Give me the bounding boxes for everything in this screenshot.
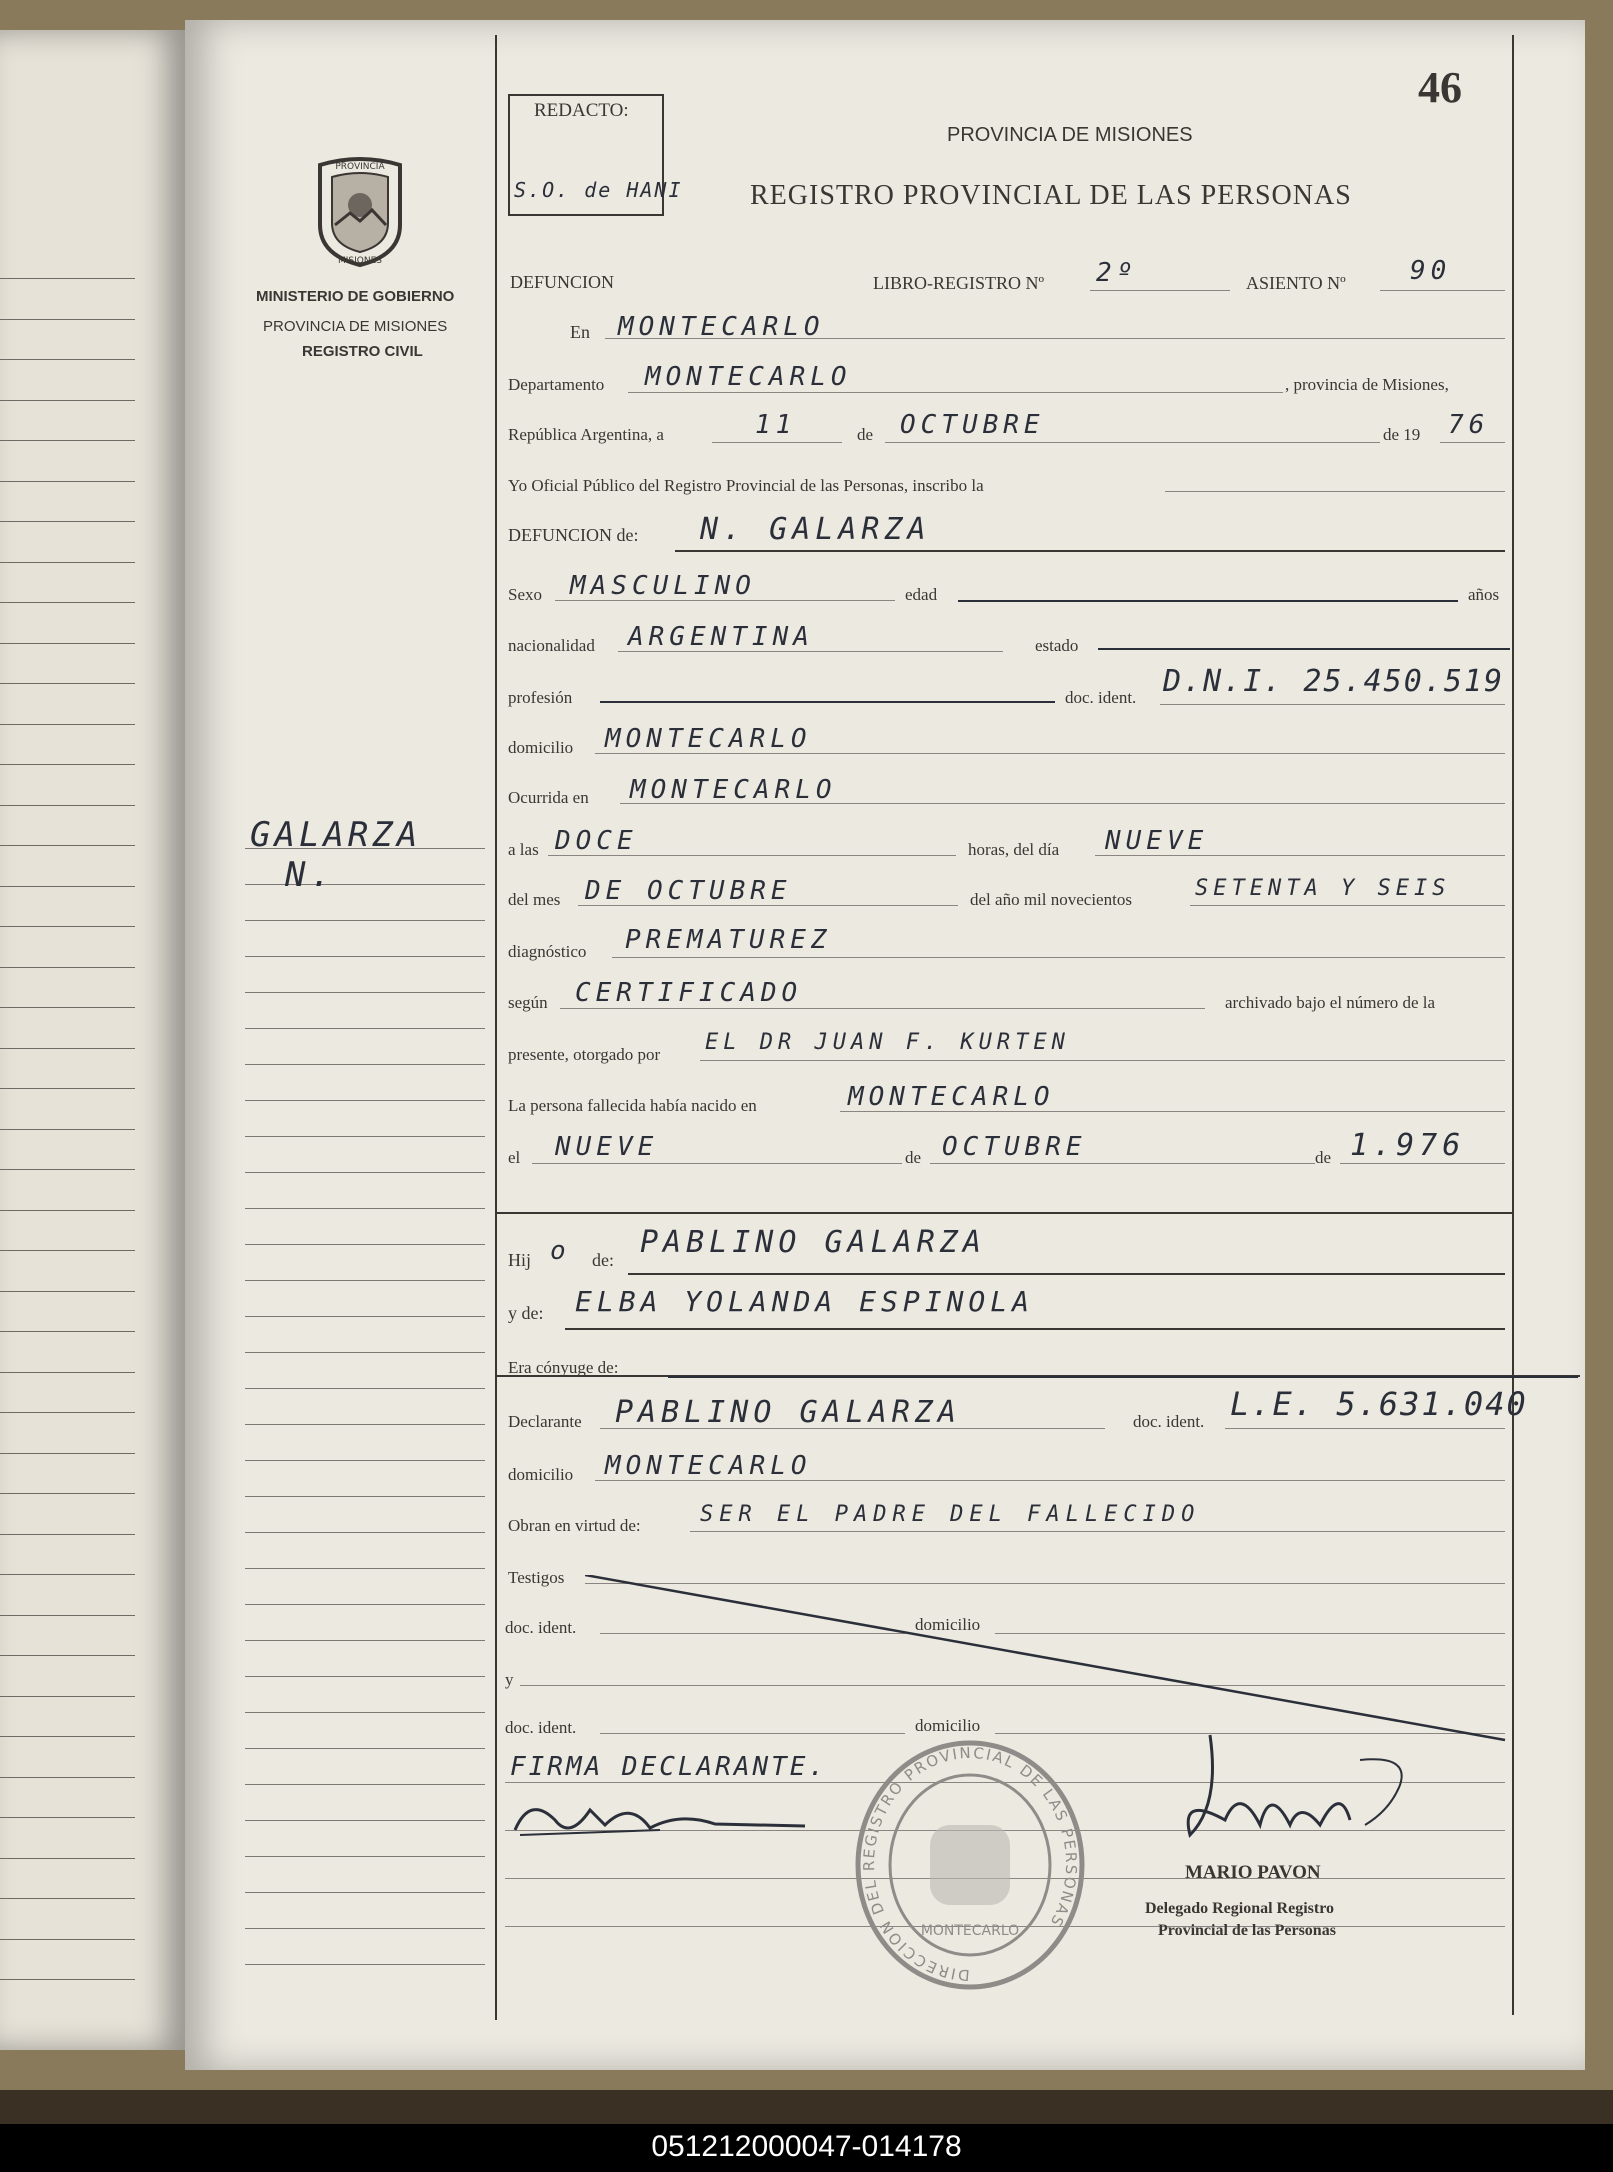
margin-ledger-line: [245, 1604, 485, 1605]
sexo-value: MASCULINO: [570, 571, 756, 601]
domicilio-value: MONTECARLO: [605, 724, 812, 754]
departamento-label: Departamento: [508, 375, 605, 394]
ledger-line: [0, 643, 135, 644]
a-las-value: DOCE: [555, 826, 638, 856]
en-label: En: [570, 322, 590, 342]
en-value: MONTECARLO: [618, 312, 825, 342]
margin-ledger-line: [245, 1064, 485, 1065]
ledger-line: [0, 683, 135, 684]
svg-text:DIRECCION DEL REGISTRO PROVINC: DIRECCION DEL REGISTRO PROVINCIAL DE LAS PERSONAS: [860, 1743, 1081, 1985]
obran-value: SER EL PADRE DEL FALLECIDO: [700, 1502, 1201, 1527]
obran-label: Obran en virtud de:: [508, 1516, 641, 1535]
ocurrida-label: Ocurrida en: [508, 788, 589, 807]
ledger-line: [0, 1534, 135, 1535]
header-registry: REGISTRO PROVINCIAL DE LAS PERSONAS: [750, 180, 1352, 211]
ledger-line: [0, 1129, 135, 1130]
ledger-line: [0, 400, 135, 401]
estado-label: estado: [1035, 636, 1079, 655]
dia-value: NUEVE: [1105, 826, 1209, 856]
hijo-de-label: de:: [592, 1250, 614, 1270]
ledger-line: [0, 764, 135, 765]
margin-ledger-line: [245, 1496, 485, 1497]
presente-value: EL DR JUAN F. KURTEN: [705, 1030, 1070, 1055]
ledger-line: [0, 1007, 135, 1008]
nacido-label: La persona fallecida había nacido en: [508, 1096, 757, 1115]
declarante-label: Declarante: [508, 1412, 582, 1431]
nacionalidad-value: ARGENTINA: [628, 622, 814, 652]
anio-label: del año mil novecientos: [970, 890, 1132, 909]
nac-month-value: OCTUBRE: [942, 1132, 1087, 1162]
testigo1-doc-label: doc. ident.: [505, 1618, 577, 1637]
margin-ledger-line: [245, 1424, 485, 1425]
departamento-value: MONTECARLO: [645, 362, 852, 392]
margin-ledger-line: [245, 1532, 485, 1533]
ledger-line: [0, 1412, 135, 1413]
ledger-line: [0, 1939, 135, 1940]
yde-label: y de:: [508, 1303, 544, 1323]
mother-name: ELBA YOLANDA ESPINOLA: [575, 1285, 1035, 1318]
ledger-line: [0, 1210, 135, 1211]
header-province: PROVINCIA DE MISIONES: [947, 124, 1193, 146]
ledger-line: [0, 1574, 135, 1575]
ledger-line: [0, 1777, 135, 1778]
ledger-line: [0, 805, 135, 806]
libro-value: 2º: [1096, 258, 1138, 288]
libro-label: LIBRO-REGISTRO Nº: [873, 273, 1045, 293]
ocurrida-value: MONTECARLO: [630, 775, 837, 805]
ledger-line: [0, 359, 135, 360]
ledger-line: [0, 1169, 135, 1170]
margin-ledger-line: [245, 992, 485, 993]
de2-label: de: [905, 1148, 922, 1167]
nac-year-value: 1.976: [1350, 1128, 1466, 1163]
profesion-label: profesión: [508, 688, 573, 707]
ledger-line: [0, 1979, 135, 1980]
margin-ledger-line: [245, 1676, 485, 1677]
horas-label: horas, del día: [968, 840, 1060, 859]
ledger-line: [0, 1615, 135, 1616]
del-mes-label: del mes: [508, 890, 561, 909]
ledger-line: [0, 967, 135, 968]
ledger-line: [0, 1493, 135, 1494]
ledger-line: [0, 440, 135, 441]
margin-note-surname: GALARZA: [250, 815, 422, 855]
day-value: 11: [755, 410, 797, 440]
svg-text:MISIONES: MISIONES: [337, 256, 383, 266]
redacto-label: REDACTO:: [534, 100, 629, 121]
margin-ledger-line: [245, 956, 485, 957]
left-page: [0, 30, 185, 2050]
el-value: NUEVE: [555, 1132, 659, 1162]
nacionalidad-label: nacionalidad: [508, 636, 595, 655]
svg-text:PROVINCIA: PROVINCIA: [335, 162, 385, 172]
margin-ledger-line: [245, 1748, 485, 1749]
margin-ledger-line: [245, 884, 485, 885]
image-serial: 051212000047-014178: [651, 2130, 962, 2163]
domicilio-label: domicilio: [508, 738, 574, 757]
provincia-label: , provincia de Misiones,: [1285, 375, 1449, 394]
margin-ledger-line: [245, 1784, 485, 1785]
ledger-line: [0, 1858, 135, 1859]
coat-of-arms-icon: [310, 155, 410, 270]
margin-divider: [495, 35, 497, 2020]
page-number: 46: [1418, 63, 1462, 112]
republica-label: República Argentina, a: [508, 425, 664, 444]
testigo2-doc-label: doc. ident.: [505, 1718, 577, 1737]
ledger-line: [0, 602, 135, 603]
year-value: 76: [1448, 410, 1490, 440]
margin-ledger-line: [245, 1208, 485, 1209]
ledger-line: [0, 926, 135, 927]
domicilio2-label: domicilio: [508, 1465, 574, 1484]
record-type-label: DEFUNCION: [510, 272, 615, 292]
ledger-line: [0, 278, 135, 279]
ledger-line: [0, 724, 135, 725]
margin-ledger-line: [245, 1316, 485, 1317]
asiento-value: 90: [1410, 256, 1452, 286]
ledger-line: [0, 1898, 135, 1899]
de19-label: de 19: [1383, 425, 1421, 444]
testigos-cancel-line: [585, 1575, 1510, 1745]
ledger-line: [0, 1655, 135, 1656]
margin-ledger-line: [245, 1460, 485, 1461]
anos-label: años: [1468, 585, 1500, 604]
defuncion-de-label: DEFUNCION de:: [508, 525, 639, 545]
ledger-line: [0, 1291, 135, 1292]
edad-label: edad: [905, 585, 938, 604]
diagnostico-label: diagnóstico: [508, 942, 587, 961]
official-title-1: Delegado Regional Registro: [1145, 1900, 1335, 1917]
seal-province: PROVINCIA DE MISIONES: [263, 318, 448, 335]
doc-ident-label: doc. ident.: [1065, 688, 1137, 707]
a-las-label: a las: [508, 840, 539, 859]
anio-value: SETENTA Y SEIS: [1195, 876, 1451, 901]
testigos-label: Testigos: [508, 1568, 565, 1587]
margin-ledger-line: [245, 920, 485, 921]
ledger-line: [0, 1696, 135, 1697]
ledger-line: [0, 521, 135, 522]
declarante-doc-value: L.E. 5.631.040: [1230, 1385, 1528, 1423]
redacto-box: [508, 94, 683, 216]
margin-ledger-line: [245, 1712, 485, 1713]
el-label: el: [508, 1148, 521, 1167]
hijo-suffix: o: [550, 1236, 571, 1266]
defuncion-de-value: N. GALARZA: [700, 512, 931, 547]
hijo-label: Hij: [508, 1250, 532, 1270]
domicilio2-value: MONTECARLO: [605, 1451, 812, 1481]
margin-note-initial: N.: [285, 855, 336, 895]
ledger-line: [0, 1250, 135, 1251]
ledger-line: [0, 1088, 135, 1089]
official-title-2: Provincial de las Personas: [1158, 1922, 1336, 1939]
archivado-label: archivado bajo el número de la: [1225, 993, 1436, 1012]
margin-ledger-line: [245, 1280, 485, 1281]
ledger-line: [0, 1817, 135, 1818]
testigo2-domicilio-label: domicilio: [915, 1716, 981, 1735]
ledger-line: [0, 319, 135, 320]
margin-ledger-line: [245, 1172, 485, 1173]
de3-label: de: [1315, 1148, 1332, 1167]
svg-text:MONTECARLO: MONTECARLO: [920, 1923, 1020, 1939]
declarante-value: PABLINO GALARZA: [615, 1395, 961, 1430]
month-value: OCTUBRE: [900, 410, 1045, 440]
declarant-signature: [510, 1790, 810, 1850]
margin-ledger-line: [245, 1352, 485, 1353]
ledger-line: [0, 481, 135, 482]
doc-ident-value: D.N.I. 25.450.519: [1163, 664, 1505, 699]
nacido-value: MONTECARLO: [848, 1082, 1055, 1112]
official-name: MARIO PAVON: [1185, 1862, 1321, 1883]
father-name: PABLINO GALARZA: [640, 1225, 986, 1260]
ledger-line: [0, 1331, 135, 1332]
seal-ministry: MINISTERIO DE GOBIERNO: [256, 288, 455, 305]
segun-value: CERTIFICADO: [575, 978, 803, 1008]
seal-civil: REGISTRO CIVIL: [302, 343, 423, 360]
margin-ledger-line: [245, 1928, 485, 1929]
asiento-label: ASIENTO Nº: [1246, 273, 1346, 293]
margin-ledger-line: [245, 1964, 485, 1965]
margin-ledger-line: [245, 1640, 485, 1641]
segun-label: según: [508, 993, 548, 1012]
margin-ledger-line: [245, 1136, 485, 1137]
sexo-label: Sexo: [508, 585, 542, 604]
ledger-line: [0, 845, 135, 846]
margin-ledger-line: [245, 1892, 485, 1893]
conyuge-label: Era cónyuge de:: [508, 1358, 619, 1377]
declarante-doc-label: doc. ident.: [1133, 1412, 1205, 1431]
margin-ledger-line: [245, 1388, 485, 1389]
margin-ledger-line: [245, 1568, 485, 1569]
right-border: [1512, 35, 1514, 2015]
margin-ledger-line: [245, 1028, 485, 1029]
official-signature: [1150, 1725, 1430, 1865]
margin-ledger-line: [245, 1244, 485, 1245]
ledger-line: [0, 886, 135, 887]
ledger-line: [0, 562, 135, 563]
ledger-line: [0, 1048, 135, 1049]
ledger-line: [0, 1736, 135, 1737]
margin-ledger-line: [245, 1856, 485, 1857]
mes-value: DE OCTUBRE: [585, 876, 792, 906]
ledger-line: [0, 1453, 135, 1454]
margin-ledger-line: [245, 1820, 485, 1821]
redacto-value: S.O. de HANI: [514, 178, 683, 202]
firma-declarante-label: FIRMA DECLARANTE.: [510, 1752, 828, 1782]
official-seal-stamp: [850, 1735, 1090, 1995]
presente-label: presente, otorgado por: [508, 1045, 661, 1064]
de-label: de: [857, 425, 874, 444]
section-divider-1: [495, 1212, 1512, 1214]
official-text: Yo Oficial Público del Registro Provincial de las Personas, inscribo la: [508, 476, 984, 495]
y-label: y: [505, 1670, 514, 1689]
diagnostico-value: PREMATUREZ: [625, 925, 832, 955]
testigo1-domicilio-label: domicilio: [915, 1615, 981, 1634]
ledger-line: [0, 1372, 135, 1373]
margin-ledger-line: [245, 1100, 485, 1101]
